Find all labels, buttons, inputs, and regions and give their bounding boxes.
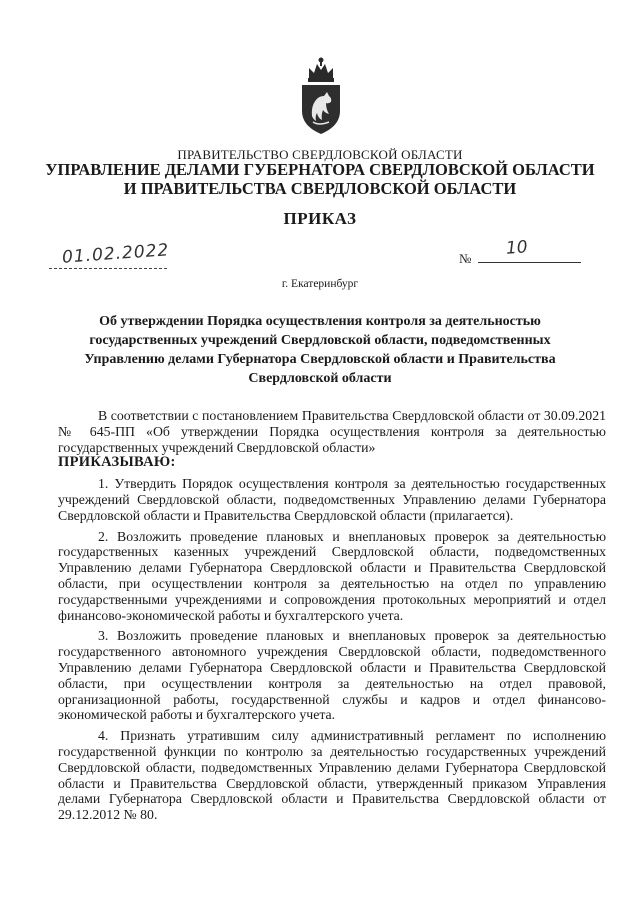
- order-item: 1. Утвердить Порядок осуществления контроля за деятельностью государственных учреждений Свердловской области, подведомственных Управлению делами Губернатора Свердловской области и Правительства Свердловской области (прилагается).: [58, 476, 606, 523]
- coat-of-arms-icon: [299, 56, 343, 136]
- department-name-line1: УПРАВЛЕНИЕ ДЕЛАМИ ГУБЕРНАТОРА СВЕРДЛОВСКОЙ ОБЛАСТИ: [45, 160, 595, 179]
- department-name: [0, 160, 640, 198]
- government-name: ПРАВИТЕЛЬСТВО СВЕРДЛОВСКОЙ ОБЛАСТИ: [177, 147, 463, 162]
- order-item: 4. Признать утратившим силу административный регламент по исполнению государственной функции по контролю за деятельностью государственных учреждений Свердловской области, подведомственных Управлению делами Губернатора Свердловской области и Правительства Свердловской области, утвержденный приказом Управления делами Губернатора Свердловской области и Правительства Свердловской области от 29.12.2012 № 80.: [58, 728, 606, 823]
- document-city: г. Екатеринбург: [281, 278, 359, 290]
- document-date: 01.02.2022: [61, 240, 170, 268]
- number-label: №: [459, 251, 472, 266]
- order-item: 2. Возложить проведение плановых и внеплановых проверок за деятельностью государственных казенных учреждений Свердловской области, подведомственных Управлению делами Губернатора Свердловской области и Правительства Свердловской области, при осуществлении контроля за деятельностью на отдел по управлению государственными учреждениями и сопровождения протокольных мероприятий и отдел финансово-экономической работы и бухгалтерского учета.: [58, 528, 606, 623]
- document-number: 10: [505, 237, 529, 259]
- document-type: ПРИКАЗ: [283, 209, 357, 228]
- number-underline: [478, 244, 581, 263]
- command-heading: ПРИКАЗЫВАЮ:: [58, 454, 176, 471]
- document-body: [58, 408, 606, 823]
- document-subject: Об утверждении Порядка осуществления контроля за деятельностью государственных учреждений Свердловской области, подведомственных Управлению делами Губернатора Свердловской области и Правительства Свердловской области: [84, 314, 556, 386]
- intro-paragraph: В соответствии с постановлением Правительства Свердловской области от 30.09.2021 № 645-ПП «Об утверждении Порядка осуществления контроля за деятельностью государственных учреждений Свердловской области»: [58, 408, 606, 455]
- order-item: 3. Возложить проведение плановых и внеплановых проверок за деятельностью государственного автономного учреждения Свердловской области, подведомственного Управлению делами Губернатора Свердловской области и Правительства Свердловской области, при осуществлении контроля за деятельностью на отдел правовой, организационной работы, государственной службы и кадров и отдел финансово-экономической работы и бухгалтерского учета.: [58, 628, 606, 723]
- department-name-line2: И ПРАВИТЕЛЬСТВА СВЕРДЛОВСКОЙ ОБЛАСТИ: [123, 179, 517, 198]
